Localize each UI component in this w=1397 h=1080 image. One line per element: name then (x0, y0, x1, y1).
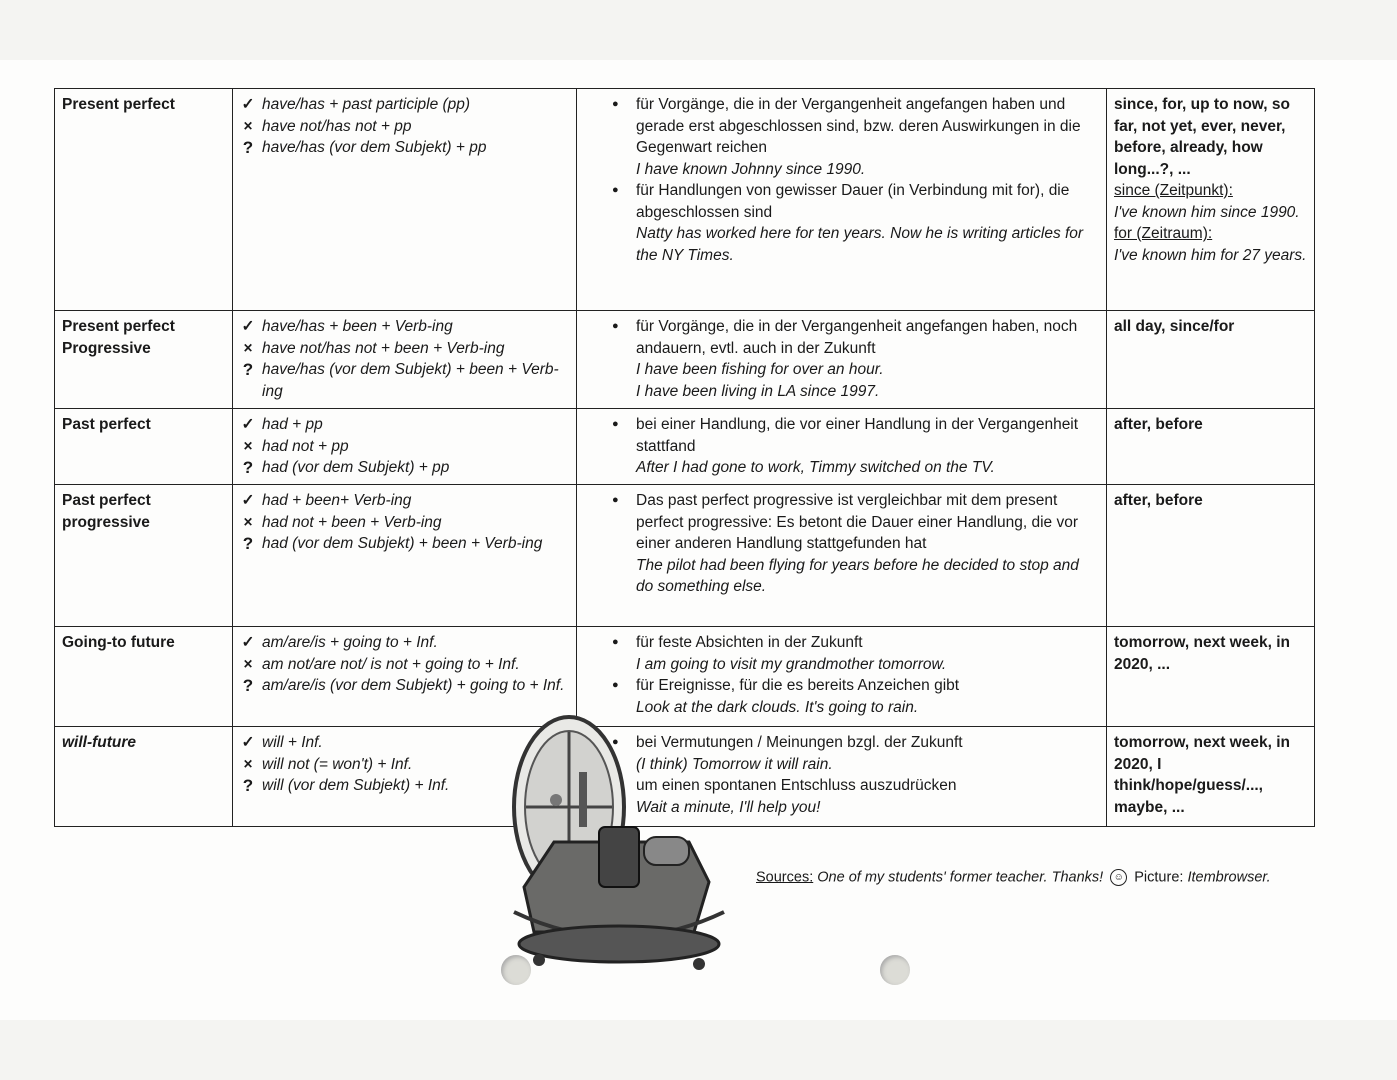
cross-icon: × (243, 117, 253, 135)
sources-text: One of my students' former teacher. Thanks! (817, 869, 1104, 886)
question-icon: ? (242, 776, 254, 795)
usage-cell (577, 89, 1107, 311)
usage-item: ● für Ereignisse, für die es bereits Anzeichen gibt Look at the dark clouds. It's going to rain. (584, 675, 1099, 718)
table-row (55, 409, 1315, 485)
form-question: have/has (vor dem Subjekt) + pp (262, 139, 487, 156)
form-positive: will + Inf. (262, 734, 323, 751)
form-negative: had not + been + Verb-ing (262, 513, 442, 531)
example: The pilot had been flying for years before he decided to stop and do something else. (636, 556, 1079, 595)
example: After I had gone to work, Timmy switched on the TV. (636, 459, 995, 476)
question-icon: ? (242, 534, 254, 553)
form-question: am/are/is (vor dem Subjekt) + going to + Inf. (262, 677, 565, 694)
usage-item: ● bei einer Handlung, die vor einer Handlung in der Vergangenheit stattfand After I had gone to work, Timmy switched on the TV. (584, 414, 1099, 479)
example: I am going to visit my grandmother tomorrow. (636, 655, 947, 673)
table-row (55, 311, 1315, 409)
time-machine-illustration (494, 712, 744, 982)
form-positive: have/has + past participle (pp) (262, 96, 471, 113)
form-positive: had + pp (262, 416, 323, 433)
form-question: will (vor dem Subjekt) + Inf. (262, 777, 450, 794)
check-icon: ✓ (241, 734, 255, 751)
example: I have known Johnny since 1990. (636, 160, 866, 178)
tense-name: Present perfect Progressive (55, 311, 233, 409)
example: Look at the dark clouds. It's going to rain. (636, 698, 919, 716)
tense-name: Going-to future (55, 627, 233, 727)
usage-item: ● für Vorgänge, die in der Vergangenheit angefangen haben, noch andauern, evtl. auch in der Zukunft I have been fishing for over an hour. I have been living in LA since 1997. (584, 316, 1099, 402)
check-icon: ✓ (241, 634, 255, 651)
form-negative: have not/has not + been + Verb-ing (262, 339, 505, 357)
usage-item: ● Das past perfect progressive ist vergleichbar mit dem present perfect progressive: Es betont die Dauer einer Handlung, die vor einer anderen Handlung stattgefunden hat The pilot had been flying for years before he decided to stop and do something else. (584, 490, 1099, 598)
check-icon: ✓ (241, 318, 255, 335)
form-negative: am not/are not/ is not + going to + Inf. (262, 655, 520, 673)
form-question: had (vor dem Subjekt) + been + Verb-ing (262, 535, 543, 552)
form-question: have/has (vor dem Subjekt) + been + Verb-ing (262, 361, 559, 400)
signal-words: tomorrow, next week, in 2020, ... (1107, 627, 1315, 727)
check-icon: ✓ (241, 416, 255, 433)
example: I have been living in LA since 1997. (636, 382, 880, 400)
for-label: for (Zeitraum): (1114, 225, 1213, 242)
form-cell (233, 485, 577, 627)
check-icon: ✓ (241, 96, 255, 113)
signal-words: after, before (1107, 409, 1315, 485)
since-label: since (Zeitpunkt): (1114, 182, 1233, 199)
tense-name: Present perfect (55, 89, 233, 311)
usage-item: ● für feste Absichten in der Zukunft I am going to visit my grandmother tomorrow. (584, 632, 1099, 675)
cross-icon: × (243, 339, 253, 357)
example: (I think) Tomorrow it will rain. (636, 755, 833, 773)
form-cell (233, 409, 577, 485)
cross-icon: × (243, 755, 253, 773)
example: I have been fishing for over an hour. (636, 361, 884, 378)
signal-words: since, for, up to now, so far, not yet, ever, never, before, already, how long...?, ... since (Zeitpunkt): I've known him since 1990. for (Zeitraum): I've known him for 27 years. (1107, 89, 1315, 311)
smiley-icon: ☺ (1110, 869, 1127, 886)
cross-icon: × (243, 655, 253, 673)
since-example: I've known him since 1990. (1114, 203, 1300, 221)
question-icon: ? (242, 138, 254, 157)
usage-item: ● für Vorgänge, die in der Vergangenheit angefangen haben und gerade erst abgeschlossen sind, bzw. deren Auswirkungen in die Gegenwart reichen I have known Johnny since 1990. (584, 94, 1099, 180)
question-icon: ? (242, 676, 254, 695)
signal-words: tomorrow, next week, in 2020, I think/hope/guess/..., maybe, ... (1107, 727, 1315, 827)
signal-words: after, before (1107, 485, 1315, 627)
form-negative: will not (= won't) + Inf. (262, 755, 413, 773)
picture-credit: Itembrowser. (1187, 869, 1271, 886)
example: Wait a minute, I'll help you! (636, 798, 821, 816)
usage-item: ● bei Vermutungen / Meinungen bzgl. der Zukunft (I think) Tomorrow it will rain. (584, 732, 1099, 775)
sources-label: Sources: (756, 869, 814, 886)
usage-cell (577, 409, 1107, 485)
form-positive: have/has + been + Verb-ing (262, 318, 453, 335)
form-negative: have not/has not + pp (262, 117, 412, 135)
form-positive: had + been+ Verb-ing (262, 492, 412, 509)
usage-item: ● für Handlungen von gewisser Dauer (in Verbindung mit for), die abgeschlossen sind Natty has worked here for ten years. Now he is writing articles for the NY Times. (584, 180, 1099, 266)
for-example: I've known him for 27 years. (1114, 246, 1307, 264)
punch-hole (501, 955, 531, 985)
cross-icon: × (243, 513, 253, 531)
usage-cell (577, 311, 1107, 409)
tense-name: Past perfect (55, 409, 233, 485)
tense-name: will-future (55, 727, 233, 827)
form-cell (233, 311, 577, 409)
example: Natty has worked here for ten years. Now he is writing articles for the NY Times. (636, 225, 1084, 264)
signal-words: all day, since/for (1107, 311, 1315, 409)
sources-note (756, 869, 1271, 886)
tense-name: Past perfect progressive (55, 485, 233, 627)
table-row (55, 89, 1315, 311)
cross-icon: × (243, 437, 253, 455)
table-row (55, 485, 1315, 627)
usage-cell (577, 485, 1107, 627)
form-positive: am/are/is + going to + Inf. (262, 634, 438, 651)
question-icon: ? (242, 458, 254, 477)
question-icon: ? (242, 360, 254, 379)
form-question: had (vor dem Subjekt) + pp (262, 459, 450, 476)
check-icon: ✓ (241, 492, 255, 509)
form-negative: had not + pp (262, 437, 349, 455)
usage-item: ● um einen spontanen Entschluss auszudrücken Wait a minute, I'll help you! (584, 775, 1099, 818)
punch-hole (880, 955, 910, 985)
form-cell (233, 89, 577, 311)
picture-label: Picture: (1134, 869, 1184, 886)
